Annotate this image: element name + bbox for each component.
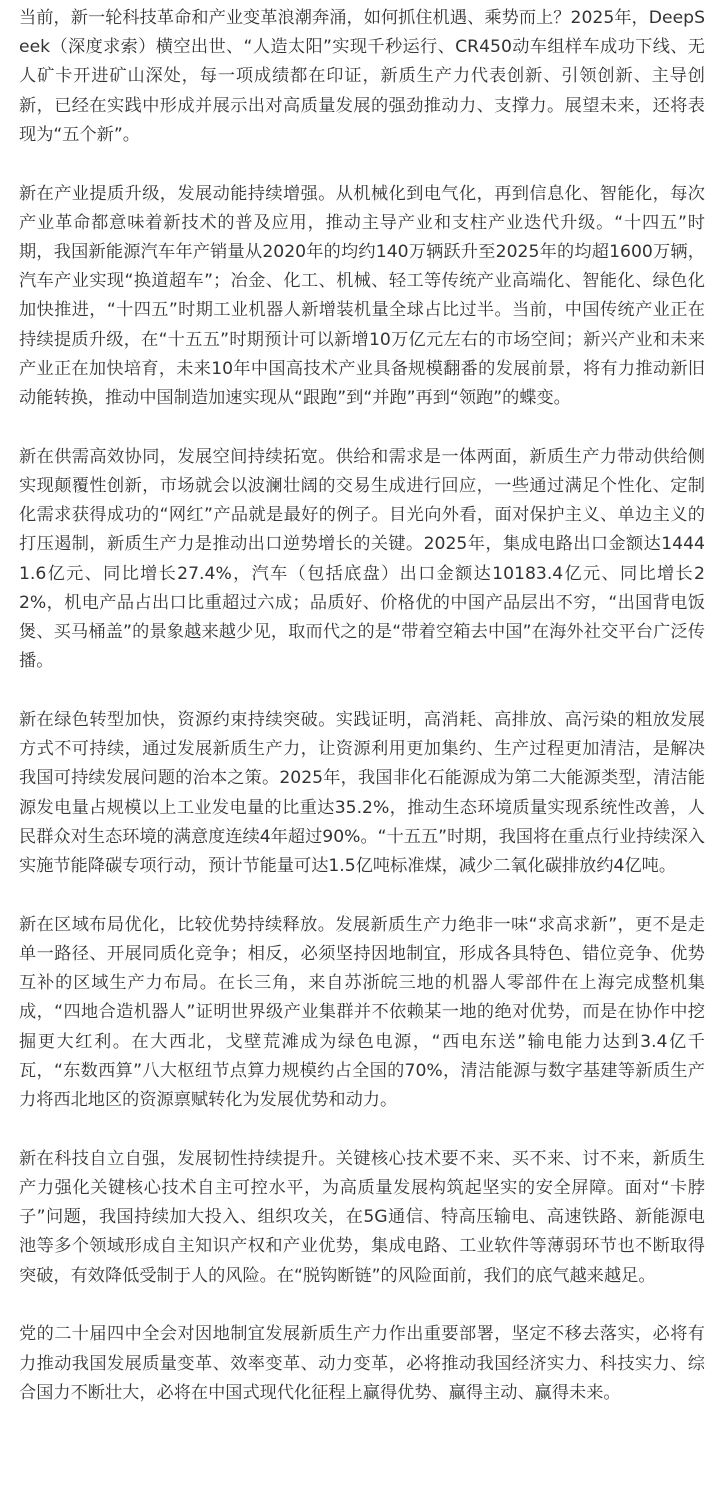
paragraph-supply-demand: 新在供需高效协同，发展空间持续拓宽。供给和需求是一体两面，新质生产力带动供给侧实现颠覆性创新，市场就会以波澜壮阔的交易生成进行回应，一些通过满足个性化、定制化需求获得成功的“网红”产品就是最好的例子。目光向外看，面对保护主义、单边主义的打压遏制，新质生产力是推动出口逆势增长的关键。2025年，集成电路出口金额达14441.6亿元、同比增长27.4%，汽车（包括底盘）出口金额达10183.4亿元、同比增长22%，机电产品占出口比重超过六成；品质好、价格优的中国产品层出不穷，“出国背电饭煲、买马桶盖”的景象越来越少见，取而代之的是“带着空箱去中国”在海外社交平台广泛传播。: [19, 446, 705, 672]
paragraph-intro: 当前，新一轮科技革命和产业变革浪潮奔涌，如何抓住机遇、乘势而上？2025年，DeepSeek（深度求索）横空出世、“人造太阳”实现千秒运行、CR450动车组样车成功下线、无人矿卡开进矿山深处，每一项成绩都在印证，新质生产力代表创新、引领创新、主导创新，已经在实践中形成并展示出对高质量发展的强劲推动力、支撑力。展望未来，还将表现为“五个新”。: [19, 8, 705, 145]
paragraph-green-transition: 新在绿色转型加快，资源约束持续突破。实践证明，高消耗、高排放、高污染的粗放发展方式不可持续，通过发展新质生产力，让资源利用更加集约、生产过程更加清洁，是解决我国可持续发展问题的治本之策。2025年，我国非化石能源成为第二大能源类型，清洁能源发电量占规模以上工业发电量的比重达35.2%，推动生态环境质量实现系统性改善，人民群众对生态环境的满意度连续4年超过90%。“十五五”时期，我国将在重点行业持续深入实施节能降碳专项行动，预计节能量可达1.5亿吨标准煤，减少二氧化碳排放约4亿吨。: [19, 710, 705, 877]
paragraph-industry-upgrade: 新在产业提质升级，发展动能持续增强。从机械化到电气化，再到信息化、智能化，每次产业革命都意味着新技术的普及应用，推动主导产业和支柱产业迭代升级。“十四五”时期，我国新能源汽车年产销量从2020年的均约140万辆跃升至2025年的均超1600万辆，汽车产业实现“换道超车”；冶金、化工、机械、轻工等传统产业高端化、智能化、绿色化加快推进，“十四五”时期工业机器人新增装机量全球占比过半。当前，中国传统产业正在持续提质升级，在“十五五”时期预计可以新增10万亿元左右的市场空间；新兴产业和未来产业正在加快培育，未来10年中国高技术产业具备规模翻番的发展前景，将有力推动新旧动能转换，推动中国制造加速实现从“跟跑”到“并跑”再到“领跑”的蝶变。: [19, 183, 705, 409]
paragraph-conclusion: 党的二十届四中全会对因地制宜发展新质生产力作出重要部署，坚定不移去落实，必将有力推动我国发展质量变革、效率变革、动力变革，必将推动我国经济实力、科技实力、综合国力不断壮大，必将在中国式现代化征程上赢得优势、赢得主动、赢得未来。: [19, 1324, 705, 1403]
paragraph-tech-self-reliance: 新在科技自立自强，发展韧性持续提升。关键核心技术要不来、买不来、讨不来，新质生产力强化关键核心技术自主可控水平，为高质量发展构筑起坚实的安全屏障。面对“卡脖子”问题，我国持续加大投入、组织攻关，在5G通信、特高压输电、高速铁路、新能源电池等多个领域形成自主知识产权和产业优势，集成电路、工业软件等薄弱环节也不断取得突破，有效降低受制于人的风险。在“脱钩断链”的风险面前，我们的底气越来越足。: [19, 1148, 705, 1286]
paragraph-regional-layout: 新在区域布局优化，比较优势持续释放。发展新质生产力绝非一味“求高求新”，更不是走单一路径、开展同质化竞争；相反，必须坚持因地制宜，形成各具特色、错位竞争、优势互补的区域生产力布局。在长三角，来自苏浙皖三地的机器人零部件在上海完成整机集成，“四地合造机器人”证明世界级产业集群并不依赖某一地的绝对优势，而是在协作中挖掘更大红利。在大西北，戈壁荒滩成为绿色电源，“西电东送”输电能力达到3.4亿千瓦，“东数西算”八大枢纽节点算力规模约占全国的70%，清洁能源与数字基建等新质生产力将西北地区的资源禀赋转化为发展优势和动力。: [19, 914, 705, 1111]
